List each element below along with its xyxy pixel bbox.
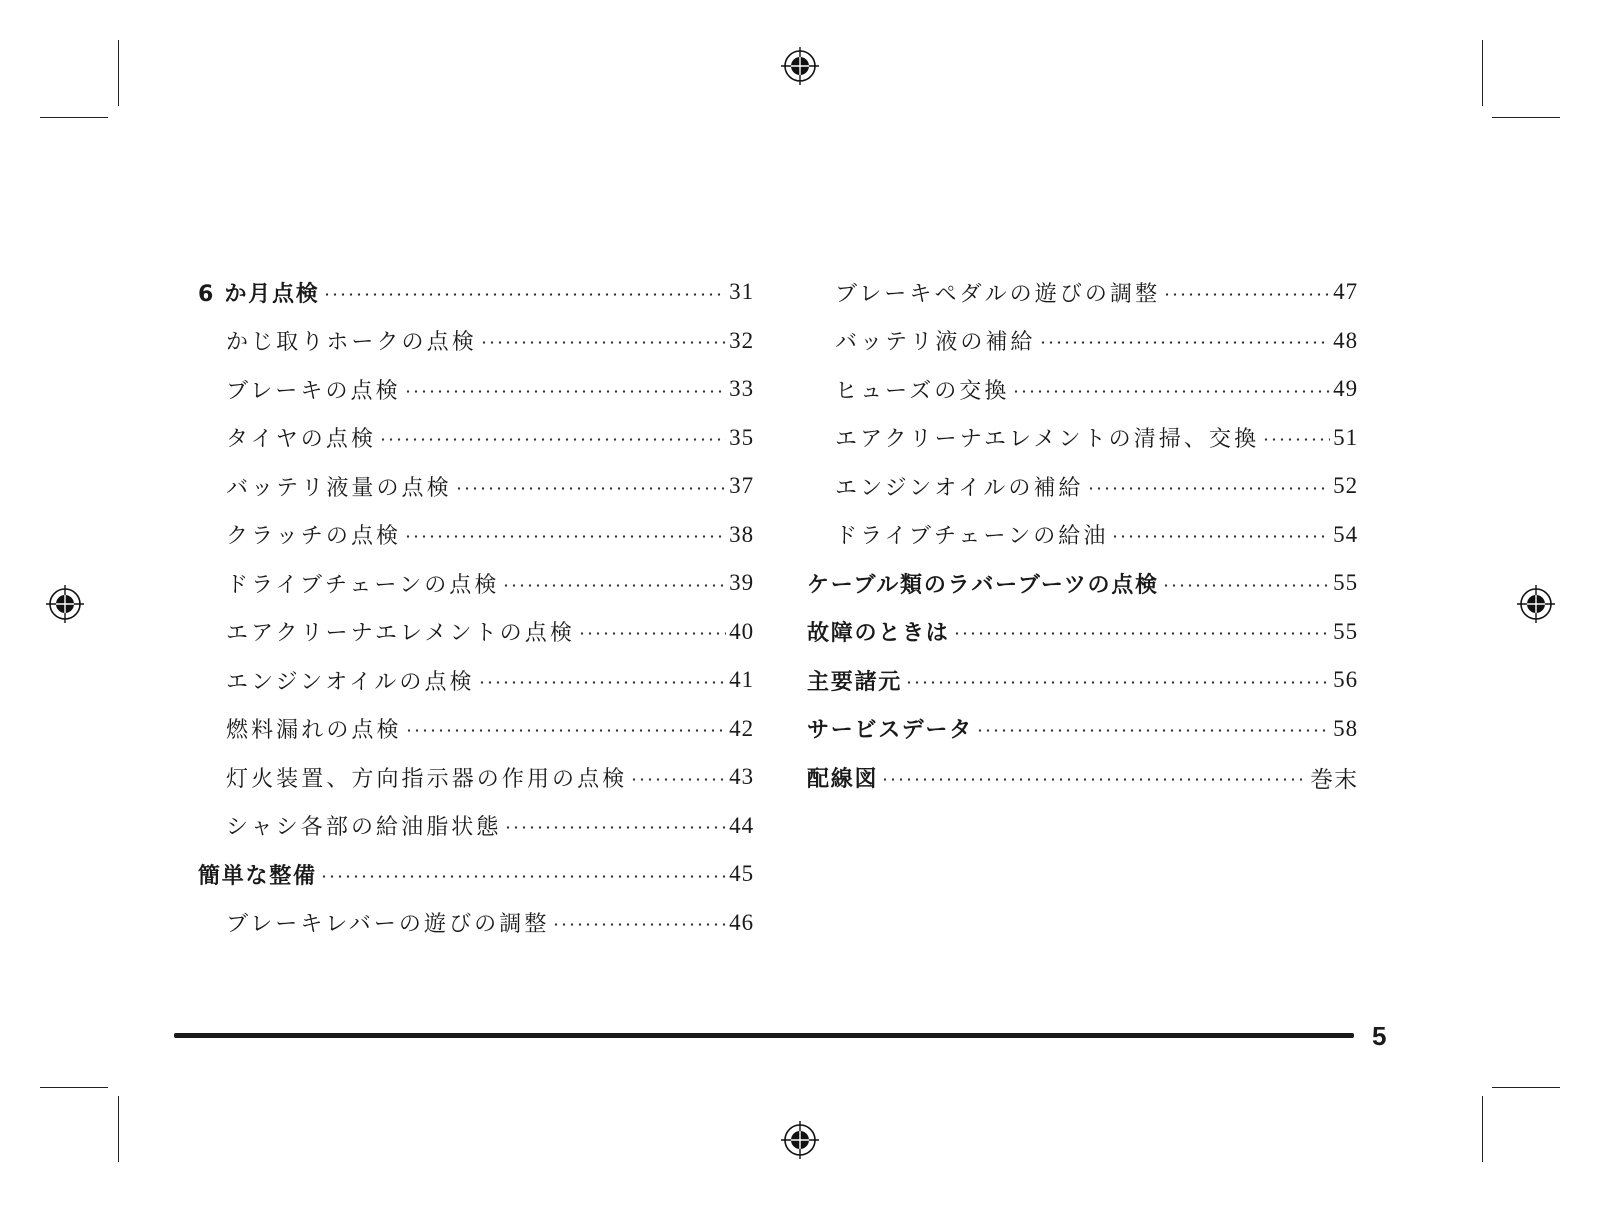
toc-entry-page: 52 <box>1333 473 1358 499</box>
toc-leader-dots <box>905 681 1330 684</box>
toc-leader-dots <box>404 535 726 538</box>
toc-entry[interactable] <box>807 559 1358 608</box>
toc-entry[interactable] <box>198 511 754 560</box>
toc-entry-title: 灯火装置、方向指示器の作用の点検 <box>226 766 628 792</box>
toc-entry-page: 49 <box>1333 376 1358 402</box>
toc-entry[interactable] <box>198 317 754 366</box>
toc-column-right <box>807 268 1358 802</box>
toc-entry-page: 40 <box>729 618 754 644</box>
toc-entry-page: 55 <box>1333 618 1358 644</box>
toc-entry-title: エンジンオイルの点検 <box>226 669 475 695</box>
toc-entry-page: 35 <box>729 424 754 450</box>
toc-entry[interactable] <box>198 414 754 463</box>
toc-entry-page: 38 <box>729 521 754 547</box>
toc-entry-title: サービスデータ <box>807 718 973 744</box>
toc-entry-page: 56 <box>1333 667 1358 693</box>
toc-entry-page: 45 <box>729 861 754 887</box>
toc-leader-dots <box>1162 584 1330 587</box>
toc-leader-dots <box>1111 535 1330 538</box>
toc-leader-dots <box>404 390 726 393</box>
registration-mark-icon <box>780 46 820 86</box>
toc-entry[interactable] <box>198 753 754 802</box>
registration-mark-icon <box>1516 584 1556 624</box>
toc-entry[interactable] <box>807 656 1358 705</box>
toc-entry-title: ドライブチェーンの点検 <box>226 572 500 598</box>
toc-entry[interactable] <box>198 899 754 948</box>
toc-entry-title: バッテリ液量の点検 <box>226 475 452 501</box>
toc-entry[interactable] <box>198 268 754 317</box>
toc-entry-page: 47 <box>1333 279 1358 305</box>
toc-leader-dots <box>1087 487 1331 490</box>
toc-leader-dots <box>1262 438 1330 441</box>
toc-entry-page: 42 <box>729 715 754 741</box>
footer-rule <box>174 1033 1354 1038</box>
toc-entry-title: 故障のときは <box>807 621 950 647</box>
toc-leader-dots <box>320 875 726 878</box>
toc-entry-title: ヒューズの交換 <box>835 378 1010 404</box>
toc-entry-title: ケーブル類のラバーブーツの点検 <box>807 572 1159 598</box>
toc-entry-page: 55 <box>1333 570 1358 596</box>
toc-leader-dots <box>552 923 726 926</box>
toc-entry-title: ブレーキレバーの遊びの調整 <box>226 912 550 938</box>
toc-entry-title: 配線図 <box>807 766 879 792</box>
toc-leader-dots <box>630 778 726 781</box>
toc-entry[interactable] <box>807 608 1358 657</box>
crop-mark-top-right-v <box>1482 40 1483 106</box>
toc-entry[interactable] <box>198 462 754 511</box>
toc-entry[interactable] <box>807 317 1358 366</box>
toc-entry[interactable] <box>807 414 1358 463</box>
toc-entry[interactable] <box>807 462 1358 511</box>
toc-entry[interactable] <box>198 850 754 899</box>
toc-leader-dots <box>455 487 726 490</box>
toc-entry[interactable] <box>198 656 754 705</box>
toc-entry-title: エンジンオイルの補給 <box>835 475 1084 501</box>
toc-entry-page: 39 <box>729 570 754 596</box>
crop-mark-bottom-left-v <box>118 1096 119 1162</box>
toc-entry-title: シャシ各部の給油脂状態 <box>226 815 502 841</box>
toc-entry-title: 燃料漏れの点検 <box>226 718 402 744</box>
toc-entry-title: エアクリーナエレメントの清掃、交換 <box>835 427 1260 453</box>
toc-leader-dots <box>478 681 727 684</box>
toc-leader-dots <box>502 584 726 587</box>
toc-leader-dots <box>323 293 727 296</box>
toc-entry-page: 44 <box>729 812 754 838</box>
crop-mark-bottom-right-v <box>1482 1096 1483 1162</box>
toc-entry-title: ブレーキの点検 <box>226 378 401 404</box>
toc-leader-dots <box>1163 293 1330 296</box>
toc-entry-title: かじ取りホークの点検 <box>226 330 477 356</box>
toc-leader-dots <box>578 632 726 635</box>
toc-entry-title: クラッチの点検 <box>226 524 402 550</box>
toc-leader-dots <box>405 729 727 732</box>
toc-entry[interactable] <box>198 559 754 608</box>
crop-mark-top-left-h <box>40 117 108 118</box>
toc-entry-title: バッテリ液の補給 <box>835 330 1036 356</box>
toc-entry-page: 巻末 <box>1310 766 1358 792</box>
toc-leader-dots <box>1039 341 1331 344</box>
toc-entry-title: ブレーキペダルの遊びの調整 <box>835 281 1161 307</box>
toc-entry-page: 58 <box>1333 715 1358 741</box>
crop-mark-bottom-left-h <box>40 1087 108 1088</box>
toc-entry[interactable] <box>198 365 754 414</box>
toc-entry-title: タイヤの点検 <box>226 427 377 453</box>
toc-entry-page: 43 <box>729 764 754 790</box>
toc-entry-page: 33 <box>729 376 754 402</box>
registration-mark-icon <box>780 1120 820 1160</box>
toc-entry-title: 6 か月点検 <box>198 281 320 307</box>
toc-leader-dots <box>881 778 1307 781</box>
toc-entry-page: 48 <box>1333 327 1358 353</box>
crop-mark-bottom-right-h <box>1492 1087 1560 1088</box>
toc-column-left <box>198 268 754 947</box>
toc-entry[interactable] <box>807 705 1358 754</box>
toc-entry-page: 51 <box>1333 424 1358 450</box>
toc-leader-dots <box>480 341 726 344</box>
toc-entry-title: 主要諸元 <box>807 669 903 695</box>
toc-entry[interactable] <box>807 511 1358 560</box>
toc-entry-page: 46 <box>729 909 754 935</box>
toc-entry-title: 簡単な整備 <box>198 863 317 889</box>
toc-entry[interactable] <box>807 753 1358 802</box>
toc-leader-dots <box>1012 390 1330 393</box>
toc-entry-page: 41 <box>729 667 754 693</box>
crop-mark-top-left-v <box>118 40 119 106</box>
toc-entry-page: 37 <box>729 473 754 499</box>
toc-leader-dots <box>976 729 1330 732</box>
toc-entry[interactable] <box>807 268 1358 317</box>
registration-mark-icon <box>45 584 85 624</box>
toc-entry-page: 32 <box>729 327 754 353</box>
toc-entry-page: 31 <box>729 279 754 305</box>
toc-entry[interactable] <box>198 608 754 657</box>
toc-leader-dots <box>504 826 726 829</box>
toc-entry[interactable] <box>198 705 754 754</box>
toc-entry-title: エアクリーナエレメントの点検 <box>226 621 575 647</box>
toc-entry-title: ドライブチェーンの給油 <box>835 524 1109 550</box>
page-number: 5 <box>1372 1021 1387 1051</box>
toc-entry[interactable] <box>198 802 754 851</box>
toc-entry[interactable] <box>807 365 1358 414</box>
toc-leader-dots <box>379 438 726 441</box>
toc-leader-dots <box>953 632 1331 635</box>
toc-entry-page: 54 <box>1333 521 1358 547</box>
crop-mark-top-right-h <box>1492 117 1560 118</box>
